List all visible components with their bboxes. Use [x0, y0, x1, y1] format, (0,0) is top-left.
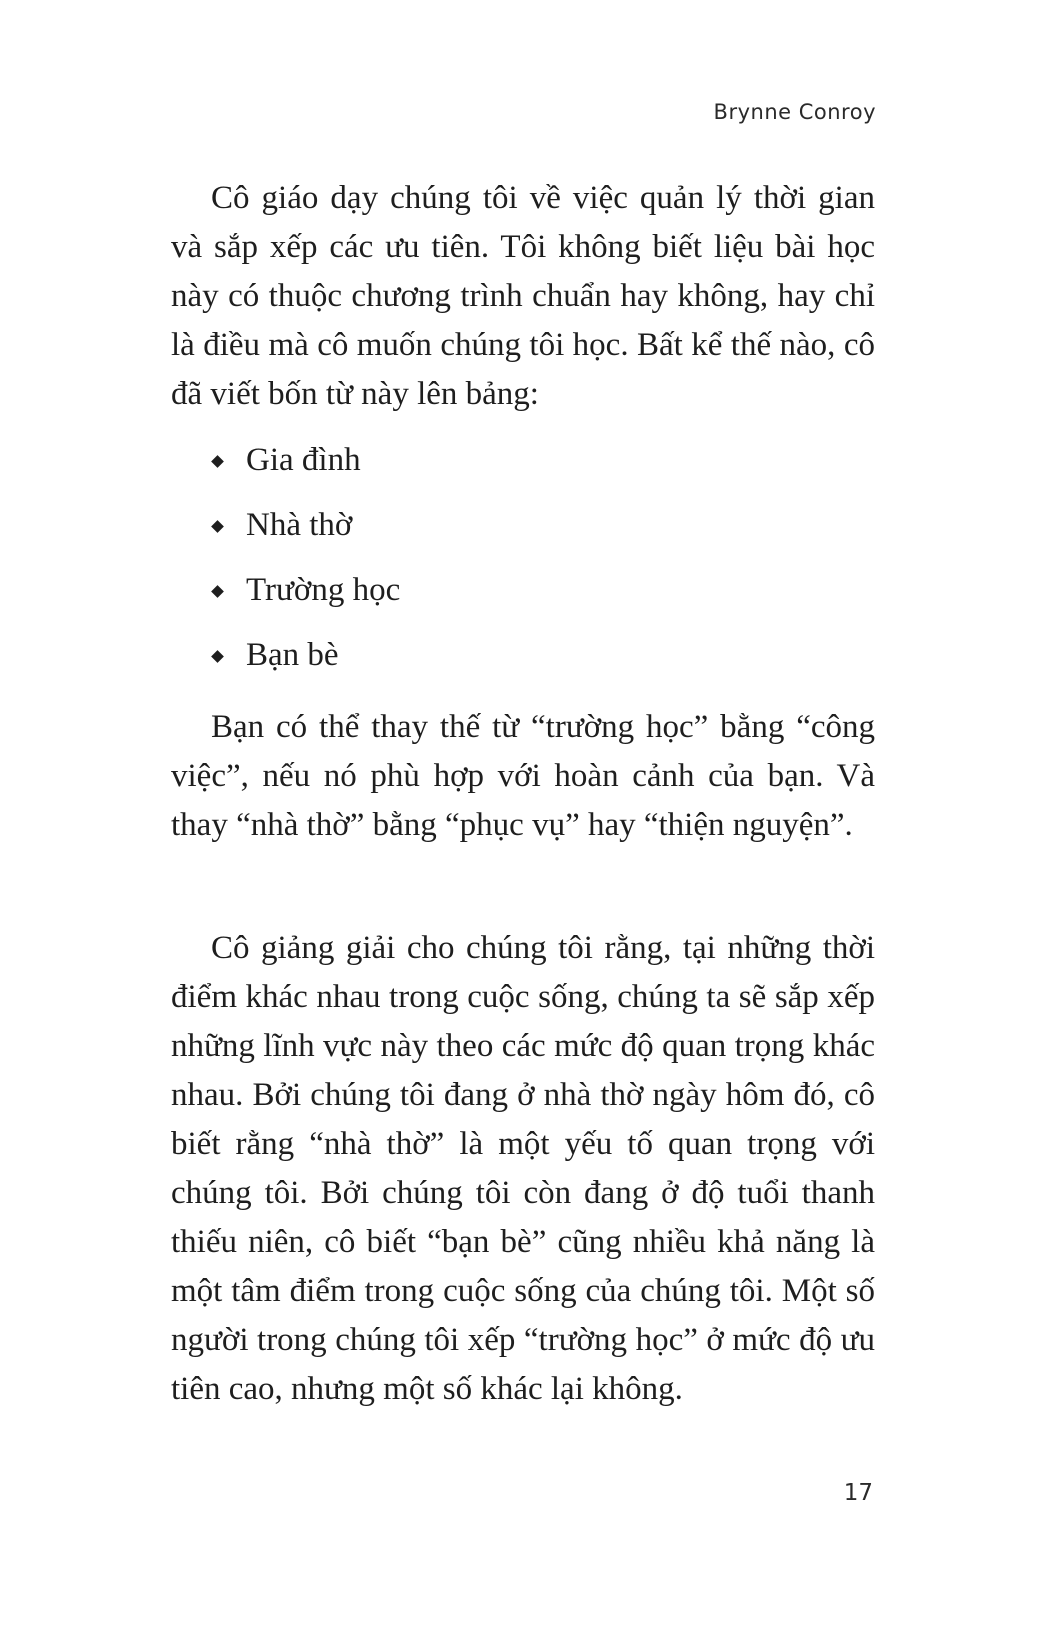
paragraph: Cô giáo dạy chúng tôi về việc quản lý thời gian và sắp xếp các ưu tiên. Tôi không biết liệu bài học này có thuộc chương trình chuẩn hay không, hay chỉ là điều mà cô muốn chúng tôi học. Bất kể thế nào, cô đã viết bốn từ này lên bảng:	[171, 180, 875, 412]
diamond-bullet-icon	[211, 585, 224, 598]
list-item	[213, 436, 400, 501]
paragraph: Bạn có thể thay thế từ “trường học” bằng “công việc”, nếu nó phù hợp với hoàn cảnh của bạn. Và thay “nhà thờ” bằng “phục vụ” hay “thiện nguyện”.	[171, 709, 875, 843]
list-item-label: Gia đình	[246, 442, 361, 478]
list-item	[213, 501, 400, 566]
diamond-bullet-icon	[211, 520, 224, 533]
bullet-list	[213, 436, 400, 696]
diamond-bullet-icon	[211, 455, 224, 468]
list-item-label: Bạn bè	[246, 637, 339, 673]
list-item	[213, 631, 400, 696]
list-item-label: Nhà thờ	[246, 507, 353, 543]
list-item-label: Trường học	[246, 572, 401, 608]
diamond-bullet-icon	[211, 650, 224, 663]
list-item	[213, 566, 400, 631]
paragraph: Cô giảng giải cho chúng tôi rằng, tại những thời điểm khác nhau trong cuộc sống, chúng ta sẽ sắp xếp những lĩnh vực này theo các mức độ quan trọng khác nhau. Bởi chúng tôi đang ở nhà thờ ngày hôm đó, cô biết rằng “nhà thờ” là một yếu tố quan trọng với chúng tôi. Bởi chúng tôi còn đang ở độ tuổi thanh thiếu niên, cô biết “bạn bè” cũng nhiều khả năng là một tâm điểm trong cuộc sống của chúng tôi. Một số người trong chúng tôi xếp “trường học” ở mức độ ưu tiên cao, nhưng một số khác lại không.	[171, 930, 875, 1407]
running-head-author: Brynne Conroy	[713, 100, 876, 124]
page-number: 17	[843, 1480, 873, 1506]
